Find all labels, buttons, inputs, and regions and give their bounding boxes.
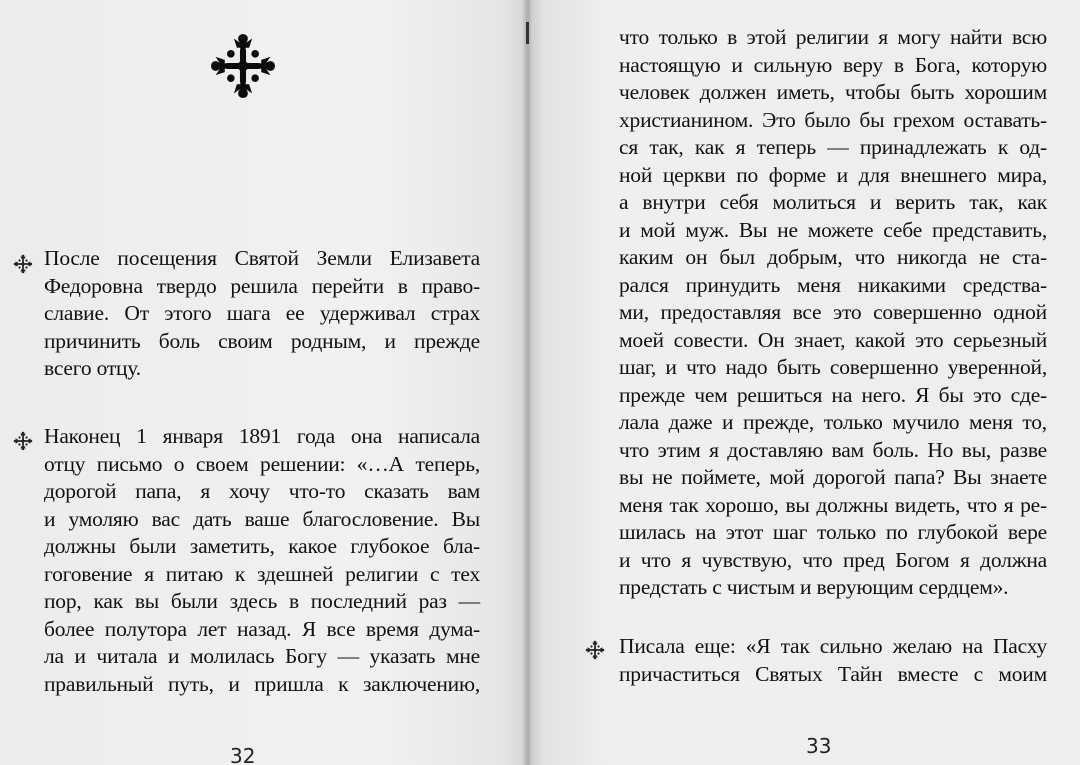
text-line: вы не поймете, мой дорогой папа? Вы знаете	[619, 465, 1047, 489]
text-line: причаститься Святых Тайн вместе с моим	[619, 661, 1047, 686]
text-line: ми, предоставляя все это совершенно одной	[619, 300, 1047, 324]
left-page	[0, 0, 528, 765]
text-line: моей совести. Он знает, какой это серьезный	[619, 327, 1047, 352]
left-paragraph-2	[44, 423, 480, 698]
text-line: славие. От этого шага ее удерживал страх	[44, 301, 480, 325]
ornate-cross-icon	[205, 28, 281, 104]
left-paragraph-1	[44, 245, 480, 383]
text-line: предстать с чистым и верующим сердцем».	[619, 575, 1009, 599]
text-line: Федоровна твердо решила перейти в право-	[44, 273, 480, 298]
right-paragraph-1	[619, 24, 1047, 602]
right-page	[528, 0, 1080, 765]
text-line: прежде чем решиться на него. Я бы это сде-	[619, 382, 1047, 407]
text-line: гоговение я питаю к здешней религии с тех	[44, 561, 480, 586]
text-line: настоящую и сильную веру в Бога, которую	[619, 52, 1047, 77]
text-line: меня так хорошо, вы должны видеть, что я ре-	[619, 492, 1047, 517]
text-line: дорогой папа, я хочу что-то сказать вам	[44, 479, 480, 503]
text-line: Наконец 1 января 1891 года она написала	[44, 424, 480, 448]
text-line: правильный путь, и пришла к заключению,	[44, 671, 480, 696]
text-line: что только в этой религии я могу найти всю	[619, 25, 1047, 49]
cross-bullet-icon	[584, 639, 606, 661]
text-line: более полутора лет назад. Я все время дума-	[44, 616, 480, 641]
gutter-mark	[526, 22, 529, 44]
text-line: должны были заметить, какое глубокое бла-	[44, 534, 480, 558]
text-line: пор, как вы были здесь в последний раз —	[44, 589, 480, 613]
text-line: Писала еще: «Я так сильно желаю на Пасху	[619, 634, 1047, 658]
text-line: причинить боль своим родным, и прежде	[44, 328, 480, 353]
text-line: рался принудить меня никакими средства-	[619, 272, 1047, 297]
text-line: лала даже и прежде, только мучило меня то,	[619, 410, 1047, 434]
right-paragraph-2	[619, 633, 1047, 688]
text-line: что этим я доставляю вам боль. Но вы, разве	[619, 437, 1047, 462]
text-line: и умоляю вас дать ваше благословение. Вы	[44, 506, 480, 531]
text-line: а внутри себя молиться и верить так, как	[619, 190, 1047, 214]
text-line: христианином. Это было бы грехом оставать-	[619, 107, 1047, 132]
text-line: ной церкви по форме и для внешнего мира,	[619, 162, 1047, 187]
page-number: 32	[230, 744, 256, 765]
text-line: После посещения Святой Земли Елизавета	[44, 246, 480, 270]
cross-bullet-icon	[12, 430, 34, 452]
text-line: и мой муж. Вы не можете себе представить,	[619, 217, 1047, 242]
text-line: каким он был добрым, что никогда не ста-	[619, 245, 1047, 269]
text-line: человек должен иметь, чтобы быть хорошим	[619, 80, 1047, 104]
text-line: и что я чувствую, что пред Богом я должна	[619, 547, 1047, 572]
cross-bullet-icon	[12, 253, 34, 275]
page-number: 33	[806, 734, 832, 758]
text-line: отцу письмо о своем решении: «…А теперь,	[44, 451, 480, 476]
text-line: ла и читала и молилась Богу — указать мне	[44, 644, 480, 668]
text-line: шаг, и что надо быть совершенно уверенной,	[619, 355, 1047, 379]
text-line: шилась на этот шаг только по глубокой вере	[619, 520, 1047, 544]
text-line: всего отцу.	[44, 356, 141, 380]
text-line: ся так, как я теперь — принадлежать к од-	[619, 135, 1047, 159]
book-spine-shadow	[522, 0, 532, 765]
